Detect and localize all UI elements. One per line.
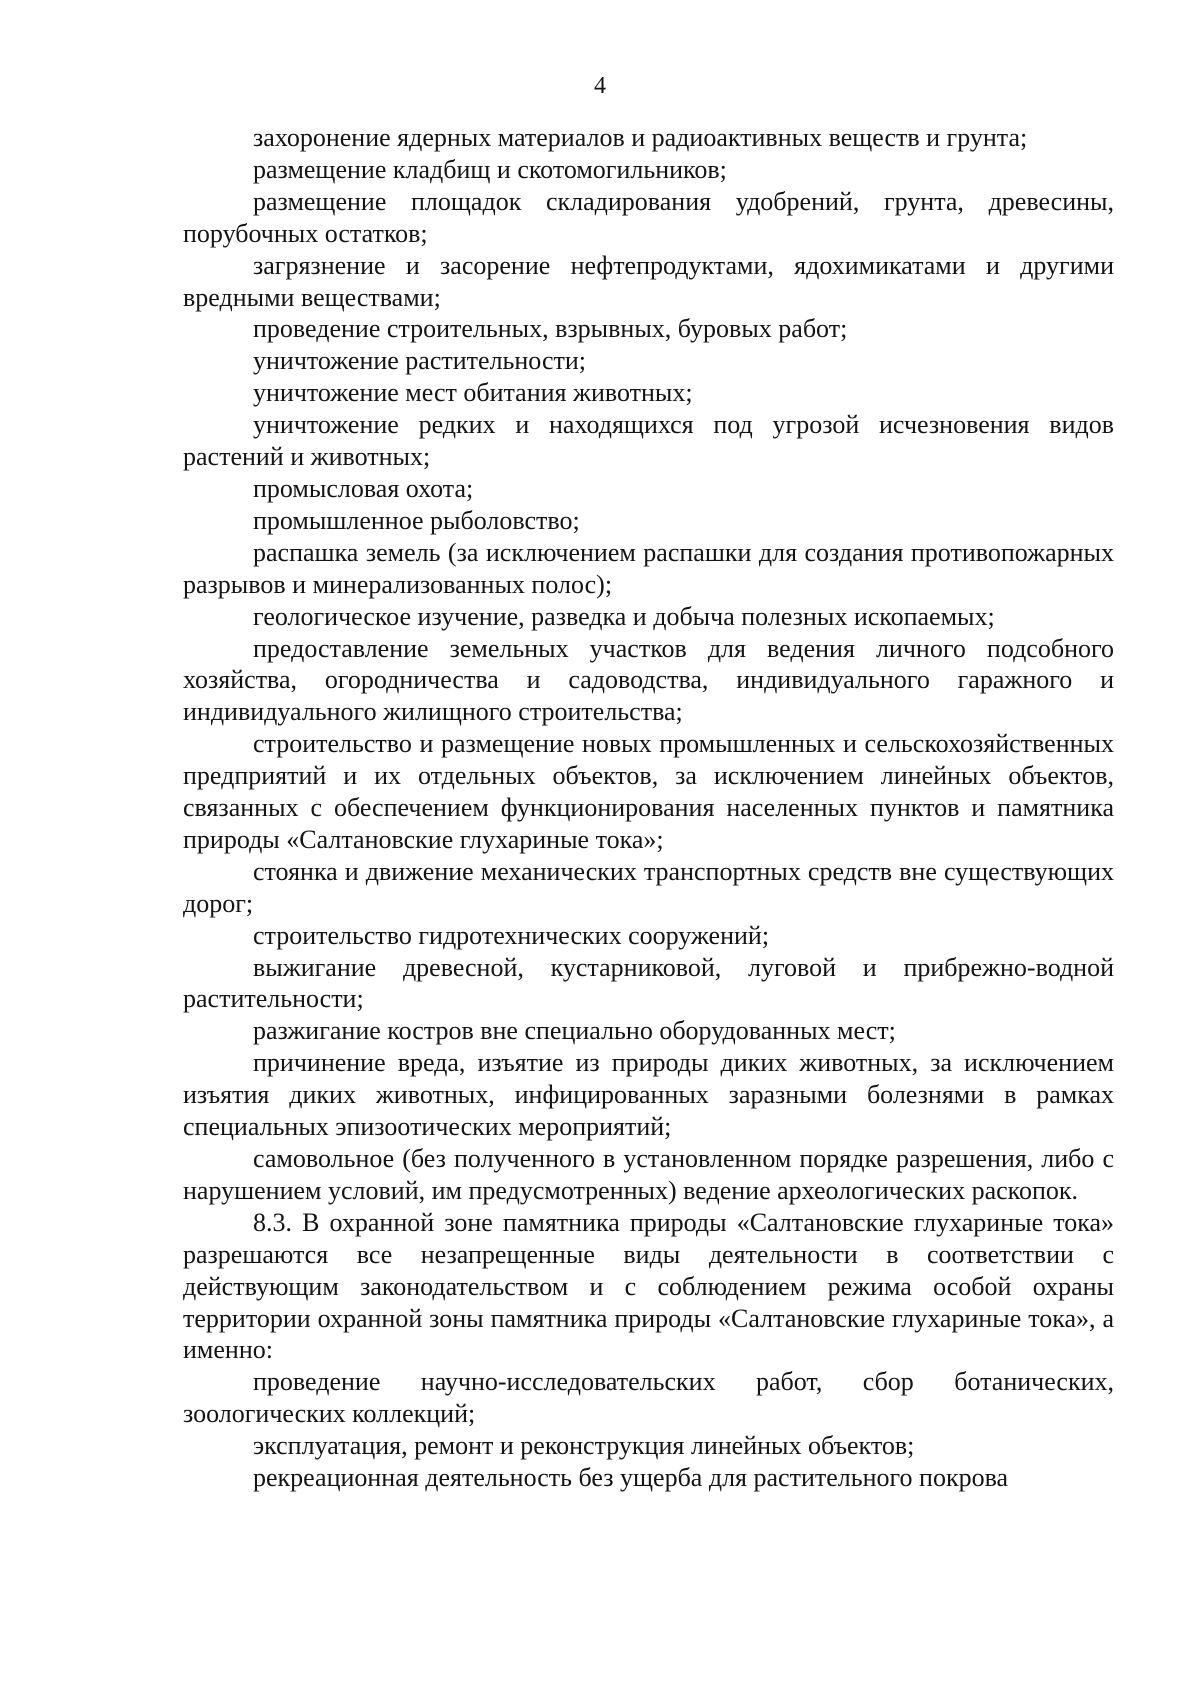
paragraph-5: проведение строительных, взрывных, буровых работ; [253, 314, 848, 344]
paragraph-6: уничтожение растительности; [253, 346, 586, 376]
paragraph-7: уничтожение мест обитания животных; [253, 378, 693, 408]
paragraph-22: проведение научно-исследовательских работ, сбор ботанических, зоологических коллекций; [183, 1367, 1114, 1429]
paragraph-15: стоянка и движение механических транспортных средств вне существующих дорог; [183, 856, 1114, 918]
paragraph-4: загрязнение и засорение нефтепродуктами, ядохимикатами и другими вредными веществами; [183, 250, 1114, 312]
paragraph-11: распашка земель (за исключением распашки для создания противопожарных разрывов и минерализованных полос); [183, 537, 1114, 599]
paragraph-18: разжигание костров вне специально оборудованных мест; [253, 1016, 896, 1046]
paragraph-19: причинение вреда, изъятие из природы диких животных, за исключением изъятия диких животных, инфицированных заразными болезнями в рамках специальных эпизоотических мероприятий; [183, 1048, 1114, 1142]
paragraph-13: предоставление земельных участков для ведения личного подсобного хозяйства, огородничества и садоводства, индивидуального гаражного и индивидуального жилищного строительства; [183, 633, 1114, 727]
paragraph-23: эксплуатация, ремонт и реконструкция линейных объектов; [253, 1431, 915, 1461]
paragraph-21: 8.3. В охранной зоне памятника природы «Салтановские глухариные тока» разрешаются все незапрещенные виды деятельности в соответствии с действующим законодательством и с соблюдением режима особой охраны территории охранной зоны памятника природы «Салтановские глухариные тока», а именно: [183, 1207, 1114, 1365]
paragraph-24: рекреационная деятельность без ущерба для растительного покрова [253, 1463, 1009, 1493]
paragraph-9: промысловая охота; [253, 473, 474, 503]
paragraph-16: строительство гидротехнических сооружений; [253, 920, 770, 950]
paragraph-1: захоронение ядерных материалов и радиоактивных веществ и грунта; [253, 123, 1028, 152]
paragraph-20: самовольное (без полученного в установленном порядке разрешения, либо с нарушением условий, им предусмотренных) ведение археологических раскопок. [183, 1144, 1114, 1205]
paragraph-14: строительство и размещение новых промышленных и сельскохозяйственных предприятий и их отдельных объектов, за исключением линейных объектов, связанных с обеспечением функционирования населенных пунктов и памятника природы «Салтановские глухариные тока»; [183, 729, 1114, 854]
paragraph-3: размещение площадок складирования удобрений, грунта, древесины, порубочных остатков; [183, 186, 1114, 248]
paragraph-2: размещение кладбищ и скотомогильников; [253, 154, 727, 184]
page-number: 4 [594, 73, 606, 99]
paragraph-8: уничтожение редких и находящихся под угрозой исчезновения видов растений и животных; [183, 410, 1114, 472]
paragraph-10: промышленное рыболовство; [253, 505, 580, 535]
paragraph-17: выжигание древесной, кустарниковой, луговой и прибрежно-водной растительности; [183, 952, 1114, 1014]
paragraph-12: геологическое изучение, разведка и добыча полезных ископаемых; [253, 601, 995, 631]
document-body [183, 122, 1114, 1494]
